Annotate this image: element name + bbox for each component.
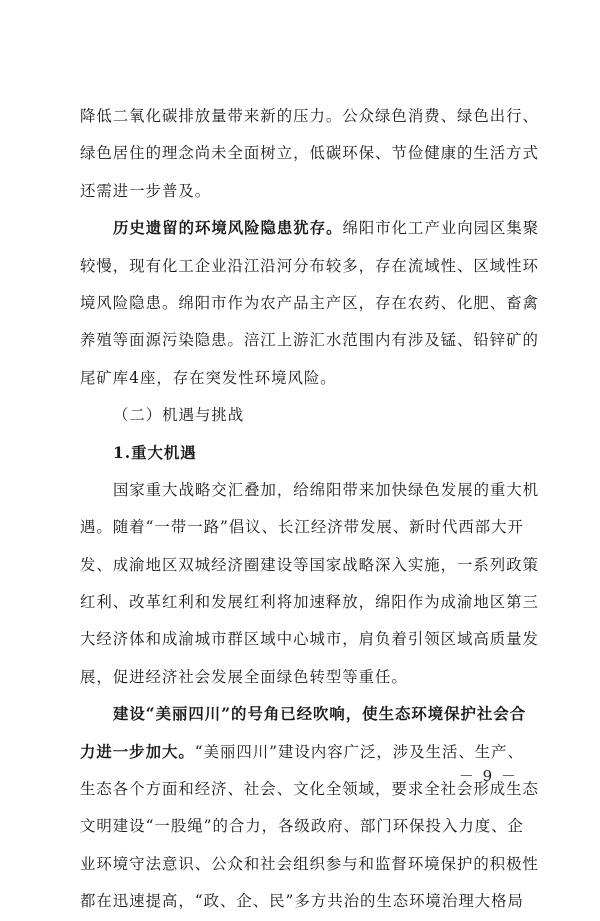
paragraph-first-line	[80, 210, 540, 247]
text-line: 尾矿库4座，存在突发性环境风险。	[80, 368, 337, 387]
paragraph-lead-bold: 建设“美丽四川”的号角已经吹响，使生态环境保护社会合	[113, 705, 527, 724]
text-line: 发、成渝地区双城经济圈建设等国家战略深入实施，一系列政策	[80, 555, 539, 574]
text-line: 文明建设“一股绳”的合力，各级政府、部门环保投入力度、企	[80, 817, 524, 836]
text-line: 降低二氧化碳排放量带来新的压力。公众绿色消费、绿色出行、	[80, 107, 539, 125]
text-line: 业环境守法意识、公众和社会组织参与和监督环境保护的积极性	[80, 854, 539, 873]
section-heading: （二）机遇与挑战	[113, 406, 245, 425]
text-line: 养殖等面源污染隐患。涪江上游汇水范围内有涉及锰、铅锌矿的	[80, 331, 539, 350]
page-number: － 9 －	[458, 767, 518, 785]
text-line: 绿色居住的理念尚未全面树立，低碳环保、节俭健康的生活方式	[80, 144, 539, 163]
paragraph-lead-text: “美丽四川”建设内容广泛，涉及生活、生产、	[194, 742, 524, 761]
text-line: 还需进一步普及。	[80, 181, 212, 200]
text-line: 较慢，现有化工企业沿江沿河分布较多，存在流域性、区域性环	[80, 256, 539, 275]
page-content	[80, 98, 540, 921]
text-line: 生态各个方面和经济、社会、文化全领域，要求全社会形成生态	[80, 780, 539, 799]
text-line: 展，促进经济社会发展全面绿色转型等重任。	[80, 667, 408, 686]
text-line: 红利、改革红利和发展红利将加速释放，绵阳作为成渝地区第三	[80, 593, 539, 612]
paragraph-lead-text: 绵阳市化工产业向园区集聚	[342, 219, 540, 238]
text-line: 大经济体和成渝城市群区域中心城市，肩负着引领区域高质量发	[80, 630, 539, 649]
paragraph-lead-bold: 历史遗留的环境风险隐患犹存。	[113, 219, 343, 238]
text-line: 遇。随着“一带一路”倡议、长江经济带发展、新时代西部大开	[80, 518, 524, 537]
text-line: 都在迅速提高，“政、企、民”多方共治的生态环境治理大格局	[80, 892, 524, 911]
paragraph-mixed-line	[80, 734, 524, 771]
subheading: 1.重大机遇	[113, 443, 197, 462]
text-line: 国家重大战略交汇叠加，给绵阳带来加快绿色发展的重大机	[113, 480, 540, 499]
paragraph-lead-bold: 力进一步加大。	[80, 742, 195, 761]
text-line: 境风险隐患。绵阳市作为农产品主产区，存在农药、化肥、畜禽	[80, 293, 539, 312]
